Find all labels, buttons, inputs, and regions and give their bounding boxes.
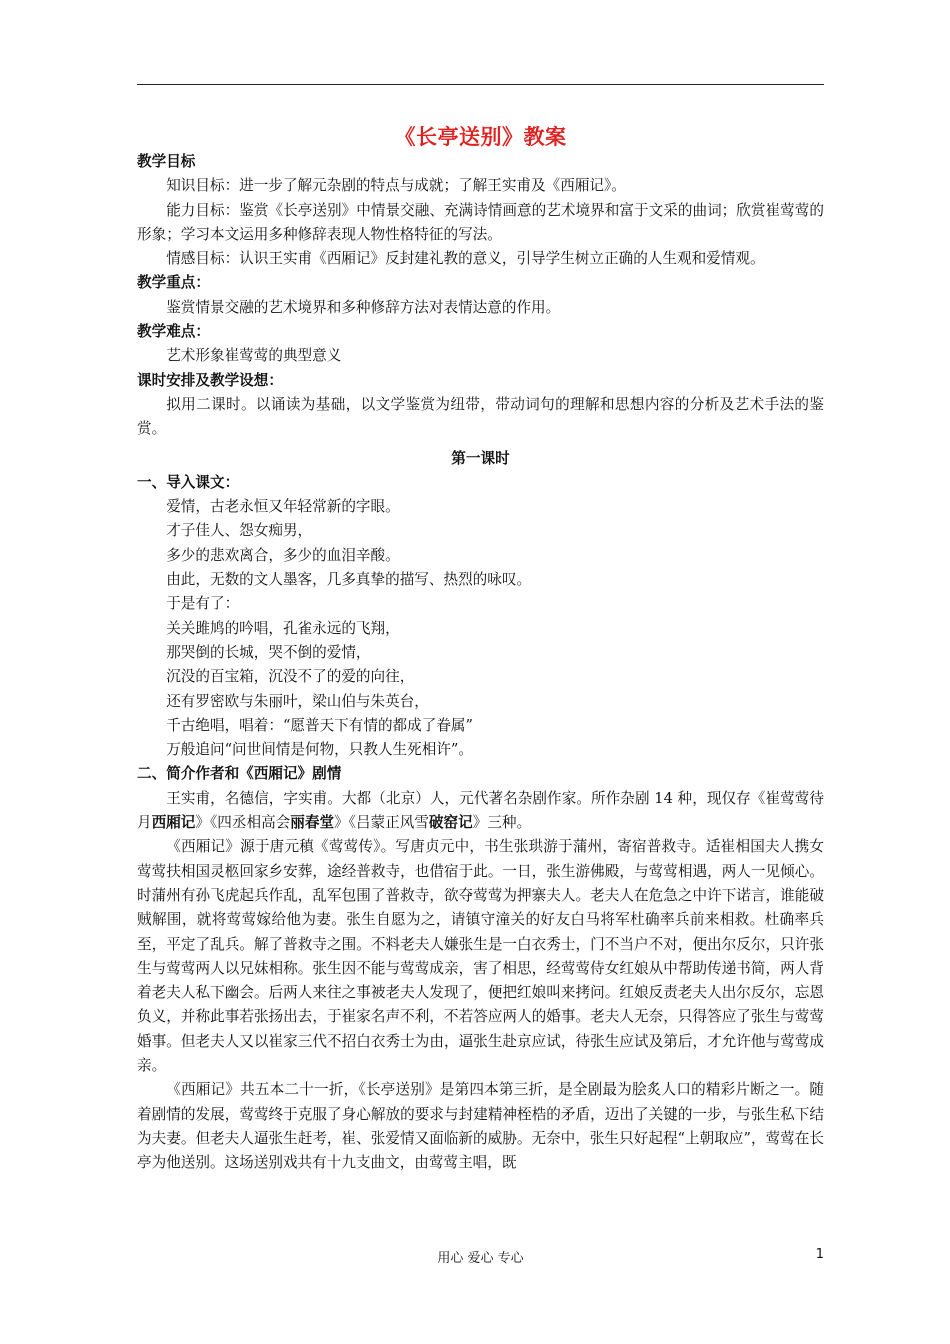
poem-line: 多少的悲欢离合，多少的血泪辛酸。 bbox=[166, 546, 400, 564]
poem-line: 关关雎鸠的吟唱，孔雀永远的飞翔， bbox=[166, 619, 400, 637]
document-title: 《长亭送别》教案 bbox=[394, 124, 567, 149]
author-text-b: 》《四丞相高会 bbox=[195, 814, 291, 832]
poem-line: 万般追问“问世间情是何物，只教人生死相许”。 bbox=[166, 741, 473, 759]
key-points-text: 鉴赏情景交融的艺术境界和多种修辞方法对表情达意的作用。 bbox=[166, 298, 561, 316]
key-points-heading: 教学重点： bbox=[137, 274, 210, 292]
play-title-lichuntang: 丽春堂 bbox=[290, 814, 335, 832]
poem-line: 还有罗密欧与朱丽叶，梁山伯与朱英台， bbox=[166, 692, 429, 710]
author-text-c: 》《吕蒙正风雪 bbox=[334, 814, 429, 832]
difficulty-text: 艺术形象崔莺莺的典型意义 bbox=[166, 347, 342, 365]
intro-poem bbox=[137, 495, 824, 762]
header-rule bbox=[137, 84, 824, 85]
author-text-a: 王实甫，名德信，字实甫。大都（北京）人，元代著名杂剧作家。所作杂剧 14 种，现仅存《崔莺莺待月 bbox=[137, 789, 824, 832]
poem-line: 沉没的百宝箱，沉没不了的爱的向往， bbox=[166, 668, 415, 686]
author-paragraph bbox=[137, 787, 824, 836]
poem-line: 才子佳人、怨女痴男， bbox=[166, 522, 313, 540]
page-number: 1 bbox=[815, 1247, 824, 1262]
footer-motto: 用心 爱心 专心 bbox=[437, 1251, 524, 1266]
play-title-poyaoji: 破窑记 bbox=[428, 814, 473, 832]
section2-heading: 二、简介作者和《西厢记》剧情 bbox=[137, 765, 342, 783]
plot-paragraph: 《西厢记》源于唐元稹《莺莺传》。写唐贞元中，书生张珙游于蒲州，寄宿普救寺。适崔相国夫人携女莺莺扶相国灵柩回家乡安葬，途经普救寺，也借宿于此。一日，张生游佛殿，与莺莺相遇，两人一见倾心。时蒲州有孙飞虎起兵作乱，乱军包围了普救寺，欲夺莺莺为押寨夫人。老夫人在危急之中许下诺言，谁能破贼解围，就将莺莺嫁给他为妻。张生自愿为之，请镇守潼关的好友白马将军杜确率兵前来相救。杜确率兵至，平定了乱兵。解了普救寺之围。不料老夫人嫌张生是一白衣秀士，门不当户不对，便出尔反尔，只许张生与莺莺两人以兄妹相称。张生因不能与莺莺成亲，害了相思，经莺莺侍女红娘从中帮助传递书简，两人背着老夫人私下幽会。后两人来往之事被老夫人发现了，便把红娘叫来拷问。红娘反责老夫人出尔反尔，忘恩负义，并称此事若张扬出去，于崔家名声不利，不若答应两人的婚事。老夫人无奈，只得答应了张生与莺莺婚事。但老夫人又以崔家三代不招白衣秀士为由，逼张生赴京应试，待张生应试及第后，才允许他与莺莺成亲。 bbox=[137, 838, 824, 1074]
ability-objective: 能力目标：鉴赏《长亭送别》中情景交融、充满诗情画意的艺术境界和富于文采的曲词；欣赏崔莺莺的形象；学习本文运用多种修辞表现人物性格特征的写法。 bbox=[137, 201, 824, 243]
lesson1-heading: 第一课时 bbox=[451, 449, 510, 467]
author-text-d: 》三种。 bbox=[472, 814, 532, 832]
scene-paragraph: 《西厢记》共五本二十一折，《长亭送别》是第四本第三折，是全剧最为脍炙人口的精彩片断之一。随着剧情的发展，莺莺终于克服了身心解放的要求与封建精神桎梏的矛盾，迈出了关键的一步，与张生私下结为夫妻。但老夫人逼张生赶考，崔、张爱情又面临新的威胁。无奈中，张生只好起程“上朝取应”，莺莺在长亭为他送别。这场送别戏共有十九支曲文，由莺莺主唱，既 bbox=[137, 1081, 824, 1172]
poem-line: 由此，无数的文人墨客，几多真挚的描写、热烈的咏叹。 bbox=[166, 571, 532, 589]
section1-heading: 一、导入课文： bbox=[137, 473, 240, 491]
document-body bbox=[137, 150, 824, 1175]
schedule-heading: 课时安排及教学设想： bbox=[137, 371, 283, 389]
schedule-text: 拟用二课时。以诵读为基础，以文学鉴赏为纽带，带动词句的理解和思想内容的分析及艺术手法的鉴赏。 bbox=[137, 395, 824, 438]
emotion-objective: 情感目标：认识王实甫《西厢记》反封建礼教的意义，引导学生树立正确的人生观和爱情观。 bbox=[166, 250, 765, 268]
objectives-heading: 教学目标 bbox=[137, 153, 196, 170]
poem-line: 千古绝唱，唱着：“愿普天下有情的都成了眷属” bbox=[166, 716, 473, 734]
poem-line: 那哭倒的长城，哭不倒的爱情， bbox=[166, 643, 371, 661]
difficulty-heading: 教学难点： bbox=[137, 323, 210, 341]
play-title-xixiangji: 西厢记 bbox=[151, 814, 196, 832]
poem-line: 于是有了： bbox=[166, 595, 240, 613]
poem-line: 爱情，古老永恒又年轻常新的字眼。 bbox=[166, 498, 400, 516]
knowledge-objective: 知识目标：进一步了解元杂剧的特点与成就；了解王实甫及《西厢记》。 bbox=[166, 177, 626, 195]
